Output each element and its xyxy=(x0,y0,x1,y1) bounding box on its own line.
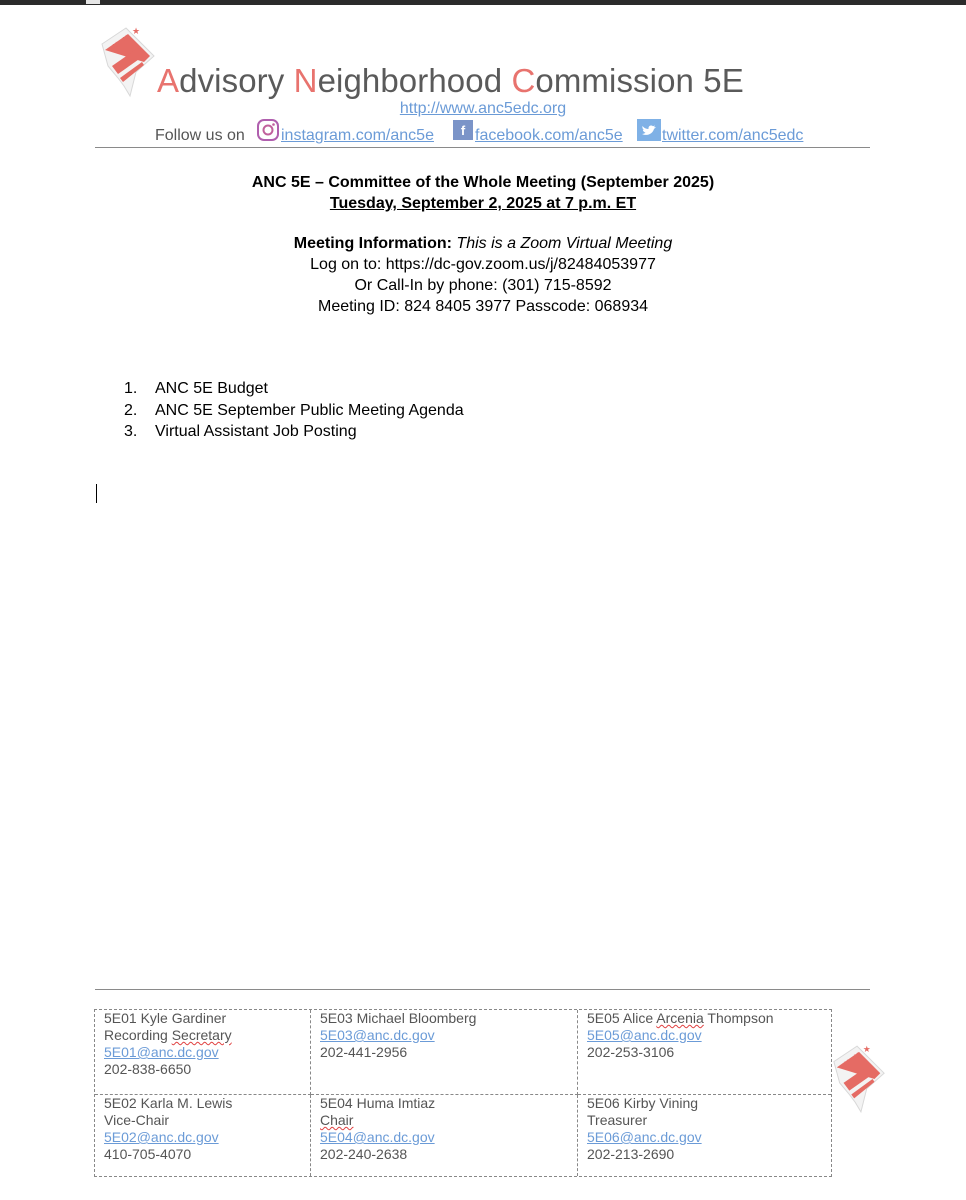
commissioner-email[interactable]: 5E06@anc.dc.gov xyxy=(587,1129,702,1145)
instagram-link[interactable]: instagram.com/anc5e xyxy=(281,127,434,144)
website-link[interactable]: http://www.anc5edc.org xyxy=(399,100,567,117)
page-title xyxy=(157,62,744,100)
commissioner-table xyxy=(94,1009,832,1177)
meeting-date: Tuesday, September 2, 2025 at 7 p.m. ET xyxy=(329,195,637,212)
commissioner-role xyxy=(104,1027,310,1044)
meeting-title: ANC 5E – Committee of the Whole Meeting (September 2025) xyxy=(251,174,715,191)
commissioner-cell-5e05 xyxy=(578,1010,831,1095)
role-text-spellcheck: Secretary xyxy=(171,1027,232,1043)
dc-flag-map-logo xyxy=(98,26,158,98)
commissioner-name: 5E03 Michael Bloomberg xyxy=(320,1010,477,1026)
commissioner-email[interactable]: 5E01@anc.dc.gov xyxy=(104,1044,219,1060)
meeting-heading xyxy=(0,172,966,214)
commissioner-name xyxy=(587,1010,831,1027)
title-initial-a: A xyxy=(157,62,180,99)
list-item-text: ANC 5E Budget xyxy=(155,380,268,397)
meeting-info-line xyxy=(0,233,966,254)
commissioner-phone: 410-705-4070 xyxy=(104,1146,192,1162)
commissioner-phone: 202-441-2956 xyxy=(320,1044,408,1060)
call-in-line: Or Call-In by phone: (301) 715-8592 xyxy=(354,277,612,294)
meeting-id-line: Meeting ID: 824 8405 3977 Passcode: 068934 xyxy=(317,298,649,315)
commissioner-name: 5E06 Kirby Vining xyxy=(587,1095,699,1111)
commissioner-phone: 202-253-3106 xyxy=(587,1044,675,1060)
list-item xyxy=(124,400,464,422)
window-tab[interactable] xyxy=(86,0,100,4)
facebook-icon[interactable]: f xyxy=(453,120,473,140)
list-item-number: 1. xyxy=(124,380,138,397)
commissioner-email[interactable]: 5E05@anc.dc.gov xyxy=(587,1027,702,1043)
dc-flag-map-logo-footer xyxy=(830,1044,888,1114)
list-item-text: Virtual Assistant Job Posting xyxy=(155,423,357,440)
commissioner-role: Chair xyxy=(320,1112,354,1128)
title-initial-n: N xyxy=(293,62,318,99)
commissioner-role: Treasurer xyxy=(587,1112,648,1128)
follow-label: Follow us on xyxy=(155,127,245,144)
svg-text:★: ★ xyxy=(843,1058,852,1069)
instagram-icon[interactable] xyxy=(256,118,280,142)
footer-divider xyxy=(95,989,870,990)
meeting-info xyxy=(0,233,966,317)
title-initial-c: C xyxy=(511,62,536,99)
commissioner-phone: 202-240-2638 xyxy=(320,1146,408,1162)
commissioner-name: 5E01 Kyle Gardiner xyxy=(104,1010,227,1026)
list-item-number: 3. xyxy=(124,423,138,440)
role-text: Recording xyxy=(104,1027,172,1043)
svg-text:★: ★ xyxy=(132,27,141,37)
text-cursor xyxy=(96,484,97,503)
commissioner-phone: 202-838-6650 xyxy=(104,1061,192,1077)
name-text: 5E05 Alice xyxy=(587,1010,657,1026)
title-word-commission: ommission 5E xyxy=(535,62,744,99)
list-item-text: ANC 5E September Public Meeting Agenda xyxy=(155,401,464,419)
commissioner-email[interactable]: 5E04@anc.dc.gov xyxy=(320,1129,435,1145)
website-line xyxy=(0,100,966,118)
commissioner-email[interactable]: 5E03@anc.dc.gov xyxy=(320,1027,435,1043)
svg-text:★: ★ xyxy=(853,1051,861,1062)
list-item-number: 2. xyxy=(124,401,138,419)
commissioner-cell-5e01 xyxy=(95,1010,311,1095)
svg-text:★: ★ xyxy=(122,34,131,44)
list-item xyxy=(124,421,464,443)
facebook-link[interactable]: facebook.com/anc5e xyxy=(475,127,623,144)
commissioner-cell-5e03 xyxy=(311,1010,578,1095)
title-word-neighborhood: eighborhood xyxy=(317,62,512,99)
meeting-info-label: Meeting Information: xyxy=(293,235,452,252)
agenda-list xyxy=(124,378,464,443)
commissioner-email[interactable]: 5E02@anc.dc.gov xyxy=(104,1129,219,1145)
zoom-link-line: Log on to: https://dc-gov.zoom.us/j/82484053977 xyxy=(310,256,656,273)
title-word-advisory: dvisory xyxy=(179,62,294,99)
commissioner-phone: 202-213-2690 xyxy=(587,1146,675,1162)
commissioner-cell-5e04 xyxy=(311,1095,578,1176)
meeting-info-desc: This is a Zoom Virtual Meeting xyxy=(451,235,673,252)
window-top-bar xyxy=(0,0,966,5)
commissioner-role: Vice-Chair xyxy=(104,1112,170,1128)
commissioner-cell-5e06 xyxy=(578,1095,831,1176)
svg-text:★: ★ xyxy=(862,1044,871,1055)
commissioner-name: 5E04 Huma Imtiaz xyxy=(320,1095,436,1111)
header-divider xyxy=(95,147,870,148)
twitter-link[interactable]: twitter.com/anc5edc xyxy=(662,127,804,144)
svg-text:★: ★ xyxy=(112,41,121,51)
twitter-icon[interactable] xyxy=(637,119,661,141)
name-text-spellcheck: Arcenia xyxy=(656,1010,704,1026)
name-text: Thompson xyxy=(703,1010,774,1026)
commissioner-cell-5e02 xyxy=(95,1095,311,1176)
commissioner-name: 5E02 Karla M. Lewis xyxy=(104,1095,233,1111)
list-item xyxy=(124,378,464,400)
